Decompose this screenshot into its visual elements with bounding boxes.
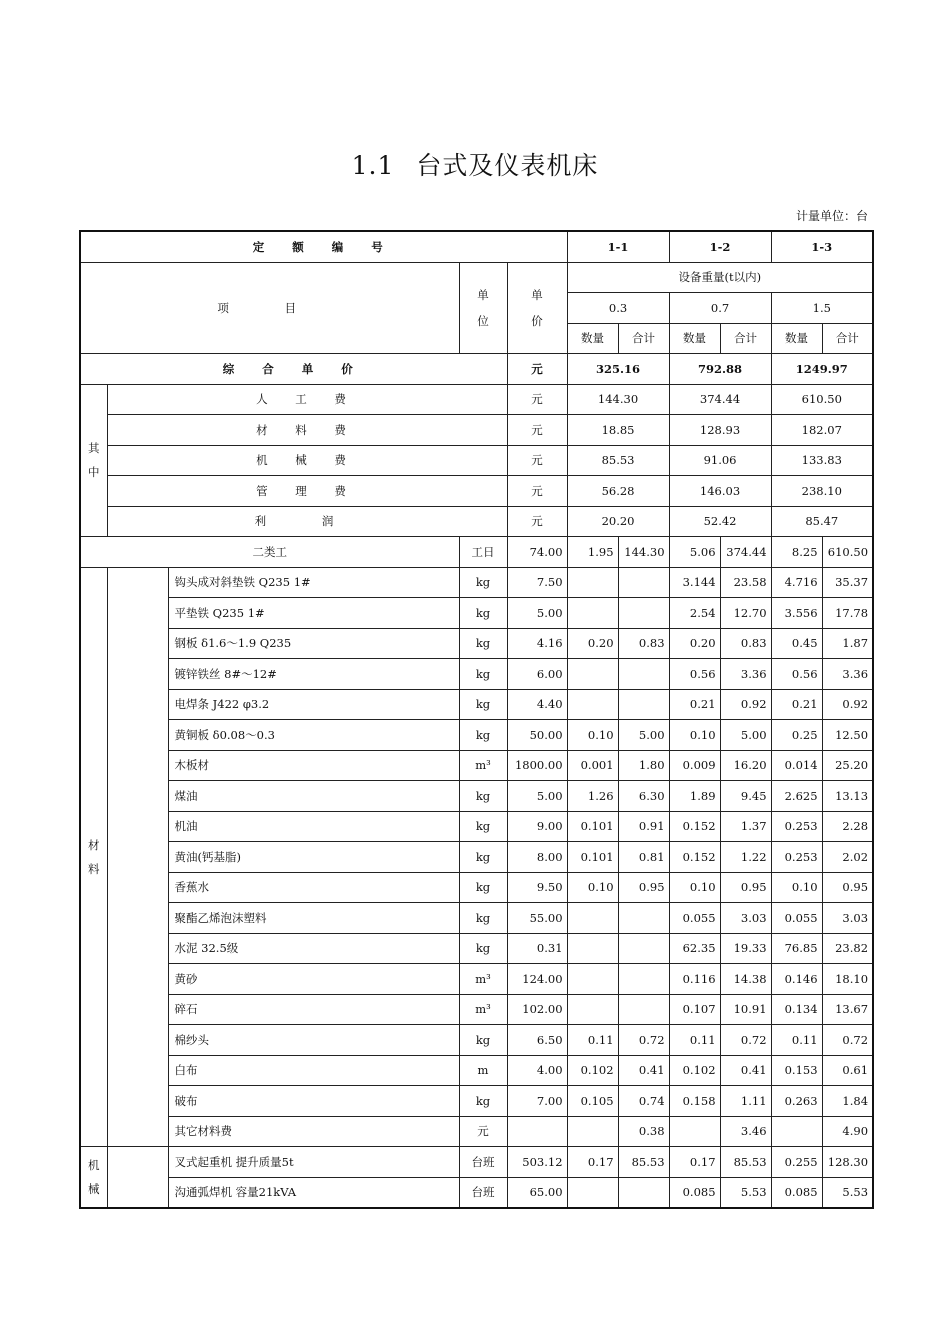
item-cell: 0.95 [822, 872, 873, 903]
item-name: 破布 [168, 1086, 459, 1117]
item-price: 5.00 [507, 598, 567, 629]
item-price: 4.00 [507, 1055, 567, 1086]
price-header-text: 单价 [531, 287, 543, 328]
item-cell: 0.25 [771, 720, 822, 751]
qty-header: 数量 [669, 323, 720, 354]
item-cell: 0.83 [618, 628, 669, 659]
item-cell [567, 598, 618, 629]
item-cell [567, 1177, 618, 1208]
item-name: 平垫铁 Q235 1# [168, 598, 459, 629]
material-row [80, 994, 873, 1025]
unit-header [459, 262, 507, 354]
item-price: 124.00 [507, 964, 567, 995]
item-cell: 1.87 [822, 628, 873, 659]
item-cell: 2.54 [669, 598, 720, 629]
item-cell: 0.81 [618, 842, 669, 873]
material-row [80, 750, 873, 781]
item-cell: 0.10 [669, 720, 720, 751]
breakdown-name: 机 械 费 [107, 445, 507, 476]
item-price: 4.40 [507, 689, 567, 720]
item-price [507, 1116, 567, 1147]
weight-value: 1.5 [771, 293, 873, 324]
material-row [80, 933, 873, 964]
material-row [80, 1116, 873, 1147]
breakdown-unit: 元 [507, 506, 567, 537]
breakdown-unit: 元 [507, 476, 567, 507]
item-cell: 0.105 [567, 1086, 618, 1117]
item-unit: 元 [459, 1116, 507, 1147]
item-price: 9.00 [507, 811, 567, 842]
item-header: 项 目 [80, 262, 459, 354]
item-name: 钢板 δ1.6～1.9 Q235 [168, 628, 459, 659]
item-name: 水泥 32.5级 [168, 933, 459, 964]
item-cell: 13.13 [822, 781, 873, 812]
item-unit: 台班 [459, 1177, 507, 1208]
item-price: 4.16 [507, 628, 567, 659]
breakdown-value: 91.06 [669, 445, 771, 476]
item-unit: kg [459, 933, 507, 964]
item-name: 钩头成对斜垫铁 Q235 1# [168, 567, 459, 598]
item-cell: 0.72 [822, 1025, 873, 1056]
item-name: 黄油(钙基脂) [168, 842, 459, 873]
material-row [80, 628, 873, 659]
sum-header: 合计 [720, 323, 771, 354]
breakdown-row [80, 384, 873, 415]
item-cell: 1.37 [720, 811, 771, 842]
item-cell: 14.38 [720, 964, 771, 995]
labor-row [80, 537, 873, 568]
item-cell: 0.38 [618, 1116, 669, 1147]
item-cell: 0.95 [720, 872, 771, 903]
item-cell: 85.53 [720, 1147, 771, 1178]
item-cell [618, 567, 669, 598]
item-cell [567, 903, 618, 934]
item-price: 7.00 [507, 1086, 567, 1117]
item-cell: 0.91 [618, 811, 669, 842]
labor-unit: 工日 [459, 537, 507, 568]
item-cell: 1.84 [822, 1086, 873, 1117]
breakdown-name: 材 料 费 [107, 415, 507, 446]
material-row [80, 811, 873, 842]
item-cell: 19.33 [720, 933, 771, 964]
item-cell [567, 994, 618, 1025]
item-name: 棉纱头 [168, 1025, 459, 1056]
item-unit: kg [459, 1086, 507, 1117]
breakdown-row [80, 476, 873, 507]
item-cell: 0.21 [669, 689, 720, 720]
item-cell: 2.02 [822, 842, 873, 873]
total-row [80, 354, 873, 385]
item-cell: 76.85 [771, 933, 822, 964]
item-unit: m³ [459, 994, 507, 1025]
labor-cell: 1.95 [567, 537, 618, 568]
item-price: 50.00 [507, 720, 567, 751]
item-unit: kg [459, 689, 507, 720]
item-cell: 0.72 [720, 1025, 771, 1056]
item-cell [618, 1177, 669, 1208]
item-price: 1800.00 [507, 750, 567, 781]
item-name: 碎石 [168, 994, 459, 1025]
breakdown-value: 52.42 [669, 506, 771, 537]
item-name: 木板材 [168, 750, 459, 781]
section-number: 1.1 [351, 151, 395, 180]
item-cell: 5.00 [618, 720, 669, 751]
item-cell: 0.10 [567, 872, 618, 903]
item-cell: 0.085 [771, 1177, 822, 1208]
item-cell: 0.61 [822, 1055, 873, 1086]
item-cell: 2.28 [822, 811, 873, 842]
item-cell [567, 933, 618, 964]
item-cell: 0.11 [771, 1025, 822, 1056]
item-cell [618, 903, 669, 934]
item-cell [618, 598, 669, 629]
item-name: 黄砂 [168, 964, 459, 995]
item-cell [618, 659, 669, 690]
breakdown-value: 182.07 [771, 415, 873, 446]
item-unit: 台班 [459, 1147, 507, 1178]
item-cell: 0.74 [618, 1086, 669, 1117]
item-cell: 5.53 [720, 1177, 771, 1208]
breakdown-value: 133.83 [771, 445, 873, 476]
item-cell: 1.26 [567, 781, 618, 812]
item-price: 503.12 [507, 1147, 567, 1178]
item-cell: 17.78 [822, 598, 873, 629]
item-unit: kg [459, 1025, 507, 1056]
item-cell: 0.255 [771, 1147, 822, 1178]
item-cell: 0.83 [720, 628, 771, 659]
item-name: 机油 [168, 811, 459, 842]
item-unit: kg [459, 781, 507, 812]
item-price: 102.00 [507, 994, 567, 1025]
weight-value: 0.3 [567, 293, 669, 324]
item-name: 镀锌铁丝 8#～12# [168, 659, 459, 690]
item-cell: 9.45 [720, 781, 771, 812]
item-cell: 0.253 [771, 842, 822, 873]
item-cell: 0.92 [822, 689, 873, 720]
item-cell: 0.152 [669, 811, 720, 842]
item-cell: 5.53 [822, 1177, 873, 1208]
item-cell [567, 1116, 618, 1147]
item-cell: 0.001 [567, 750, 618, 781]
total-value: 325.16 [567, 354, 669, 385]
item-name: 黄铜板 δ0.08～0.3 [168, 720, 459, 751]
material-row [80, 598, 873, 629]
item-cell: 0.009 [669, 750, 720, 781]
item-cell: 0.11 [669, 1025, 720, 1056]
item-name: 香蕉水 [168, 872, 459, 903]
item-cell: 1.80 [618, 750, 669, 781]
item-name: 沟通弧焊机 容量21kVA [168, 1177, 459, 1208]
group-label [80, 1147, 107, 1209]
item-unit: kg [459, 720, 507, 751]
item-cell [567, 689, 618, 720]
item-price: 55.00 [507, 903, 567, 934]
labor-cell: 610.50 [822, 537, 873, 568]
labor-cell: 374.44 [720, 537, 771, 568]
item-cell: 0.72 [618, 1025, 669, 1056]
item-unit: kg [459, 811, 507, 842]
item-cell: 0.10 [669, 872, 720, 903]
breakdown-value: 20.20 [567, 506, 669, 537]
material-row [80, 1025, 873, 1056]
quota-table [79, 230, 874, 1209]
breakdown-name: 管 理 费 [107, 476, 507, 507]
item-cell: 4.716 [771, 567, 822, 598]
item-price: 5.00 [507, 781, 567, 812]
item-cell: 62.35 [669, 933, 720, 964]
item-cell: 1.11 [720, 1086, 771, 1117]
item-cell: 23.82 [822, 933, 873, 964]
item-unit: m³ [459, 750, 507, 781]
weight-value: 0.7 [669, 293, 771, 324]
total-value: 1249.97 [771, 354, 873, 385]
item-cell [669, 1116, 720, 1147]
section-title: 台式及仪表机床 [416, 151, 599, 180]
item-cell: 3.03 [720, 903, 771, 934]
item-price: 65.00 [507, 1177, 567, 1208]
item-cell: 0.17 [567, 1147, 618, 1178]
group-label-text: 其中 [88, 441, 100, 480]
group-label-text: 材料 [88, 837, 100, 876]
item-cell: 25.20 [822, 750, 873, 781]
item-cell: 13.67 [822, 994, 873, 1025]
quota-number-row [80, 231, 873, 262]
item-cell: 0.134 [771, 994, 822, 1025]
breakdown-name: 人 工 费 [107, 384, 507, 415]
item-cell: 0.17 [669, 1147, 720, 1178]
material-row [80, 1055, 873, 1086]
material-row [80, 659, 873, 690]
item-cell: 0.56 [771, 659, 822, 690]
total-label: 综 合 单 价 [80, 354, 507, 385]
item-unit: m [459, 1055, 507, 1086]
breakdown-name: 利 润 [107, 506, 507, 537]
material-row [80, 872, 873, 903]
breakdown-unit: 元 [507, 415, 567, 446]
qty-header: 数量 [771, 323, 822, 354]
item-cell: 0.41 [720, 1055, 771, 1086]
item-cell: 0.055 [771, 903, 822, 934]
item-name: 其它材料费 [168, 1116, 459, 1147]
item-cell: 0.263 [771, 1086, 822, 1117]
item-cell: 0.10 [771, 872, 822, 903]
item-cell: 5.00 [720, 720, 771, 751]
breakdown-value: 374.44 [669, 384, 771, 415]
item-cell: 0.10 [567, 720, 618, 751]
material-row [80, 781, 873, 812]
item-unit: kg [459, 903, 507, 934]
quota-code: 1-1 [567, 231, 669, 262]
price-header [507, 262, 567, 354]
blank-cell [107, 1147, 168, 1209]
item-cell: 0.92 [720, 689, 771, 720]
item-cell: 0.102 [669, 1055, 720, 1086]
total-unit: 元 [507, 354, 567, 385]
breakdown-value: 85.47 [771, 506, 873, 537]
item-unit: kg [459, 842, 507, 873]
item-cell: 0.152 [669, 842, 720, 873]
item-cell: 128.30 [822, 1147, 873, 1178]
material-row [80, 842, 873, 873]
item-cell: 35.37 [822, 567, 873, 598]
item-unit: kg [459, 872, 507, 903]
item-cell: 0.158 [669, 1086, 720, 1117]
header-row [80, 262, 873, 293]
breakdown-value: 18.85 [567, 415, 669, 446]
breakdown-value: 128.93 [669, 415, 771, 446]
item-unit: kg [459, 567, 507, 598]
item-unit: kg [459, 628, 507, 659]
item-cell: 3.46 [720, 1116, 771, 1147]
item-cell: 0.56 [669, 659, 720, 690]
breakdown-value: 144.30 [567, 384, 669, 415]
breakdown-unit: 元 [507, 445, 567, 476]
material-row [80, 720, 873, 751]
item-cell: 0.107 [669, 994, 720, 1025]
item-cell: 12.50 [822, 720, 873, 751]
item-unit: m³ [459, 964, 507, 995]
group-label-text: 机械 [88, 1158, 100, 1196]
material-row [80, 903, 873, 934]
labor-cell: 144.30 [618, 537, 669, 568]
item-unit: kg [459, 598, 507, 629]
item-cell: 0.101 [567, 842, 618, 873]
page-title [0, 146, 950, 182]
breakdown-unit: 元 [507, 384, 567, 415]
item-name: 煤油 [168, 781, 459, 812]
group-label [80, 384, 107, 537]
item-cell [567, 659, 618, 690]
item-cell [567, 567, 618, 598]
sum-header: 合计 [822, 323, 873, 354]
item-cell: 0.085 [669, 1177, 720, 1208]
item-cell: 0.116 [669, 964, 720, 995]
item-cell: 0.20 [567, 628, 618, 659]
item-cell: 12.70 [720, 598, 771, 629]
measurement-unit: 计量单位：台 [795, 209, 868, 223]
material-row [80, 1086, 873, 1117]
item-cell: 3.556 [771, 598, 822, 629]
machinery-row [80, 1177, 873, 1208]
item-unit: kg [459, 659, 507, 690]
breakdown-row [80, 445, 873, 476]
quota-code: 1-2 [669, 231, 771, 262]
item-cell: 0.20 [669, 628, 720, 659]
qty-header: 数量 [567, 323, 618, 354]
item-cell: 1.22 [720, 842, 771, 873]
item-cell [618, 994, 669, 1025]
item-cell: 3.36 [720, 659, 771, 690]
item-price: 7.50 [507, 567, 567, 598]
item-cell: 0.153 [771, 1055, 822, 1086]
blank-cell [107, 567, 168, 1147]
breakdown-value: 85.53 [567, 445, 669, 476]
item-price: 9.50 [507, 872, 567, 903]
item-cell [618, 689, 669, 720]
item-cell: 18.10 [822, 964, 873, 995]
item-cell: 4.90 [822, 1116, 873, 1147]
item-price: 0.31 [507, 933, 567, 964]
item-cell: 0.102 [567, 1055, 618, 1086]
quota-code: 1-3 [771, 231, 873, 262]
item-price: 6.00 [507, 659, 567, 690]
item-name: 聚酯乙烯泡沫塑料 [168, 903, 459, 934]
breakdown-row [80, 415, 873, 446]
item-cell: 6.30 [618, 781, 669, 812]
item-cell: 0.055 [669, 903, 720, 934]
unit-header-text: 单位 [477, 287, 489, 328]
group-label [80, 567, 107, 1147]
labor-cell: 8.25 [771, 537, 822, 568]
item-cell: 10.91 [720, 994, 771, 1025]
item-cell: 3.03 [822, 903, 873, 934]
item-cell: 0.41 [618, 1055, 669, 1086]
item-price: 8.00 [507, 842, 567, 873]
item-cell [567, 964, 618, 995]
item-cell: 23.58 [720, 567, 771, 598]
sum-header: 合计 [618, 323, 669, 354]
breakdown-value: 610.50 [771, 384, 873, 415]
item-cell: 85.53 [618, 1147, 669, 1178]
item-price: 6.50 [507, 1025, 567, 1056]
total-value: 792.88 [669, 354, 771, 385]
breakdown-value: 56.28 [567, 476, 669, 507]
breakdown-value: 238.10 [771, 476, 873, 507]
item-cell [618, 933, 669, 964]
material-row [80, 567, 873, 598]
item-name: 叉式起重机 提升质量5t [168, 1147, 459, 1178]
quota-number-label: 定 额 编 号 [80, 231, 567, 262]
item-name: 电焊条 J422 φ3.2 [168, 689, 459, 720]
item-cell: 2.625 [771, 781, 822, 812]
weight-header: 设备重量(t以内) [567, 262, 873, 293]
item-cell: 16.20 [720, 750, 771, 781]
item-cell: 0.95 [618, 872, 669, 903]
item-cell: 3.36 [822, 659, 873, 690]
item-cell: 0.45 [771, 628, 822, 659]
item-cell: 3.144 [669, 567, 720, 598]
item-cell: 0.146 [771, 964, 822, 995]
labor-price: 74.00 [507, 537, 567, 568]
material-row [80, 964, 873, 995]
item-cell: 0.014 [771, 750, 822, 781]
item-cell: 0.21 [771, 689, 822, 720]
breakdown-row [80, 506, 873, 537]
machinery-row [80, 1147, 873, 1178]
item-cell [618, 964, 669, 995]
material-row [80, 689, 873, 720]
item-cell: 0.11 [567, 1025, 618, 1056]
labor-cell: 5.06 [669, 537, 720, 568]
item-cell: 0.253 [771, 811, 822, 842]
breakdown-value: 146.03 [669, 476, 771, 507]
item-cell: 0.101 [567, 811, 618, 842]
item-name: 白布 [168, 1055, 459, 1086]
item-cell [771, 1116, 822, 1147]
labor-name: 二类工 [80, 537, 459, 568]
item-cell: 1.89 [669, 781, 720, 812]
